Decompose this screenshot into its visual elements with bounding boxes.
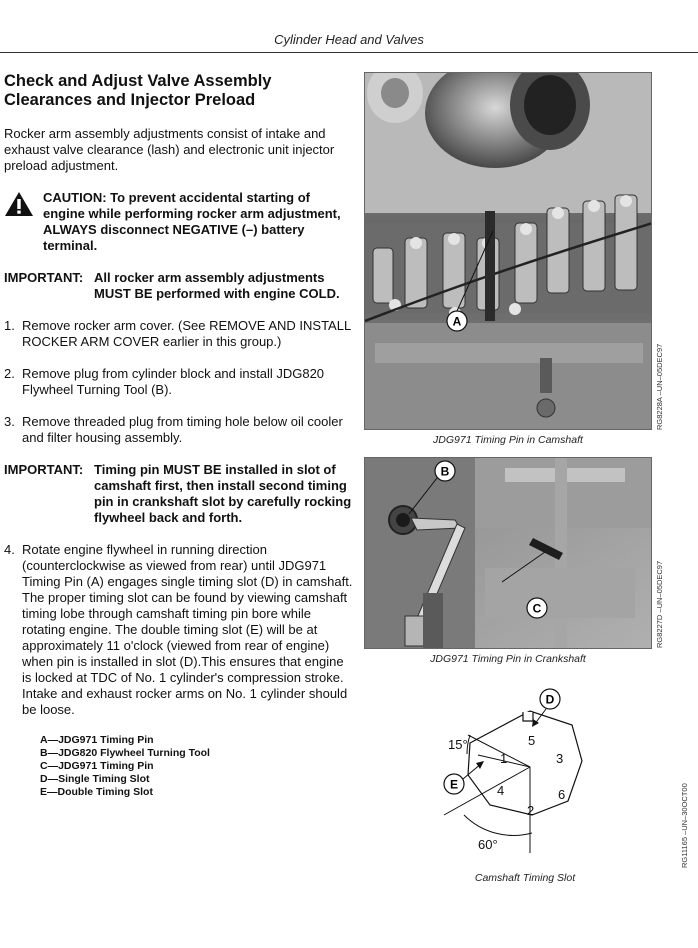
step-number: 1. [4,318,15,333]
lobe-label: 5 [528,733,536,748]
crankshaft-photo-illustration [365,458,652,649]
important-note-cold [4,270,354,302]
camshaft-timing-slot-diagram [420,683,630,875]
angle-arc-60 [464,815,532,835]
step-1 [4,318,354,350]
callout-a-label: A [452,314,462,329]
left-column [4,72,354,799]
callout-e-label: E [449,777,459,792]
angle-ray-15 [468,735,530,767]
important-note-timing-pin [4,462,354,526]
step-number: 4. [4,542,15,557]
warning-triangle-icon [4,191,34,217]
section-title-line1: Check and Adjust Valve Assembly [4,72,272,90]
step-text: Rotate engine flywheel in running direction (counterclockwise as viewed from rear) until JDG971 Timing Pin (A) engages single timing slot (D) in camshaft. The proper timing slot can be found by viewing camshaft timing lobe through camshaft timing pin bore while rotating engine. The double timing slot (E) will be at approximately 11 o'clock (viewed from rear of engine) when pin is installed in slot (D).This ensures that engine is locked at TDC of No. 1 cylinder's compression stroke. Intake and exhaust rocker arms on No. 1 cylinder should be loose. [22,542,353,717]
step-text: Remove rocker arm cover. (See REMOVE AND INSTALL ROCKER ARM COVER earlier in this group.) [22,318,351,349]
page-header-title: Cylinder Head and Valves [274,32,424,47]
step-text: Remove threaded plug from timing hole below oil cooler and filter housing assembly. [22,414,343,445]
section-title [4,72,354,110]
callout-b-label: B [440,464,450,479]
lobe-label: 4 [497,783,505,798]
lobe-label: 6 [558,787,566,802]
caution-text: CAUTION: To prevent accidental starting of engine while performing rocker arm adjustment, ALWAYS disconnect NEGATIVE (–) battery terminal. [43,190,341,253]
step-number: 3. [4,414,15,429]
lobe-label: 1 [500,751,508,766]
lobe-label: 2 [527,803,535,818]
important-label: IMPORTANT: [4,270,84,285]
crankshaft-timing-pin-photo [364,457,652,649]
step-4 [4,542,354,718]
figure-1-caption: JDG971 Timing Pin in Camshaft [433,434,583,446]
callout-d-label: D [545,692,555,707]
figure-1-id: RG8228A –UN–05DEC97 [655,343,664,430]
figure-3-caption: Camshaft Timing Slot [474,872,576,884]
step-text: Remove plug from cylinder block and install JDG820 Flywheel Turning Tool (B). [22,366,325,397]
legend-item: E—Double Timing Slot [40,786,153,798]
legend-item: C—JDG971 Timing Pin [40,760,154,772]
step-3 [4,414,354,446]
figure-3-id: RG11165 –UN–30OCT00 [680,783,689,868]
important-label: IMPORTANT: [4,462,84,477]
camshaft-photo-illustration [365,73,652,430]
legend-item: A—JDG971 Timing Pin [40,734,154,746]
callout-legend [40,734,354,799]
section-title-line2: Clearances and Injector Preload [4,91,256,109]
header-rule [0,52,698,53]
lobe-label: 3 [556,751,564,766]
step-2 [4,366,354,398]
step-number: 2. [4,366,15,381]
caution-block [4,190,354,254]
important-text: All rocker arm assembly adjustments MUST BE performed with engine COLD. [94,270,340,301]
angle-label-15: 15° [448,737,468,752]
figure-2-id: RG8227D –UN–05DEC97 [655,560,664,648]
intro-paragraph: Rocker arm assembly adjustments consist of intake and exhaust valve clearance (lash) and electronic unit injector preload adjustment. [4,126,335,173]
legend-item: D—Single Timing Slot [40,773,150,785]
figure-2-caption: JDG971 Timing Pin in Crankshaft [430,653,586,665]
single-slot-notch [523,712,533,721]
camshaft-timing-pin-photo [364,72,652,430]
legend-item: B—JDG820 Flywheel Turning Tool [40,747,210,759]
callout-c-label: C [532,601,542,616]
angle-label-60: 60° [478,837,498,852]
important-text: Timing pin MUST BE installed in slot of camshaft first, then install second timing pin in crankshaft slot by carefully rocking flywheel back and forth. [94,462,352,525]
